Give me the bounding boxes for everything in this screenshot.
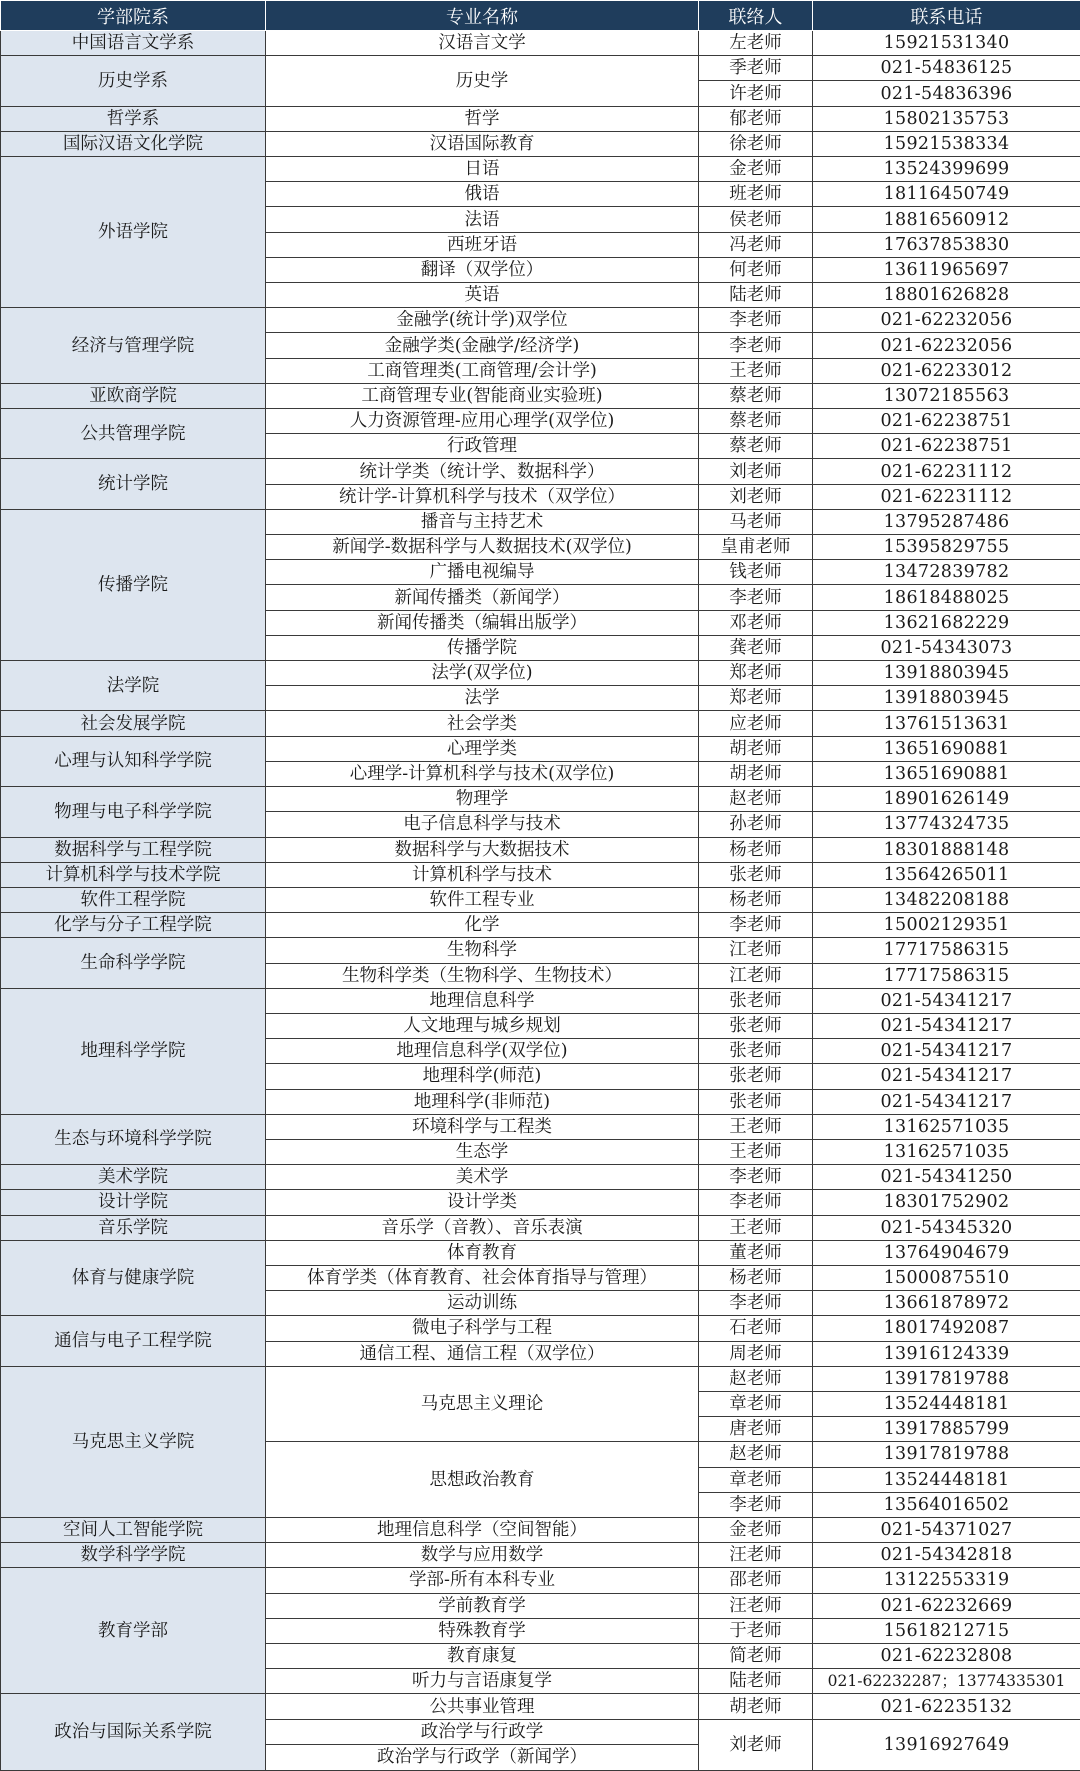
major-cell: 教育康复	[266, 1644, 699, 1669]
table-row	[1, 1165, 1080, 1190]
contact-cell: 邓老师	[699, 610, 813, 635]
table-row	[1, 1190, 1080, 1215]
contact-cell: 许老师	[699, 81, 813, 106]
major-cell: 美术学	[266, 1165, 699, 1190]
major-cell: 法学(双学位)	[266, 661, 699, 686]
contact-cell: 郑老师	[699, 661, 813, 686]
table-row	[1, 711, 1080, 736]
dept-cell: 统计学院	[1, 459, 266, 509]
contact-cell: 皇甫老师	[699, 535, 813, 560]
dept-cell: 生命科学学院	[1, 938, 266, 988]
major-cell: 广播电视编导	[266, 560, 699, 585]
contact-cell: 石老师	[699, 1316, 813, 1341]
phone-cell: 13472839782	[813, 560, 1080, 585]
contact-cell: 刘老师	[699, 484, 813, 509]
major-cell: 地理科学(师范)	[266, 1064, 699, 1089]
major-cell: 金融学类(金融学/经济学)	[266, 333, 699, 358]
contact-cell: 赵老师	[699, 1366, 813, 1391]
phone-cell: 021-54345320	[813, 1215, 1080, 1240]
contact-cell: 李老师	[699, 1165, 813, 1190]
phone-cell: 13918803945	[813, 686, 1080, 711]
phone-cell: 18618488025	[813, 585, 1080, 610]
table-row	[1, 913, 1080, 938]
dept-cell: 空间人工智能学院	[1, 1517, 266, 1542]
contact-cell: 徐老师	[699, 131, 813, 156]
table-row	[1, 383, 1080, 408]
major-cell: 数据科学与大数据技术	[266, 837, 699, 862]
phone-cell: 021-54371027	[813, 1517, 1080, 1542]
contact-cell: 唐老师	[699, 1417, 813, 1442]
major-cell: 心理学类	[266, 736, 699, 761]
dept-cell: 经济与管理学院	[1, 308, 266, 384]
phone-cell: 021-62232669	[813, 1593, 1080, 1618]
phone-cell: 13795287486	[813, 509, 1080, 534]
table-row	[1, 988, 1080, 1013]
phone-cell: 13524448181	[813, 1467, 1080, 1492]
dept-cell: 设计学院	[1, 1190, 266, 1215]
phone-cell: 13564265011	[813, 862, 1080, 887]
dept-cell: 亚欧商学院	[1, 383, 266, 408]
major-cell: 统计学类（统计学、数据科学）	[266, 459, 699, 484]
phone-cell: 13524448181	[813, 1391, 1080, 1416]
major-cell: 西班牙语	[266, 232, 699, 257]
contact-cell: 张老师	[699, 988, 813, 1013]
phone-cell: 13916124339	[813, 1341, 1080, 1366]
phone-cell: 15921531340	[813, 31, 1080, 56]
phone-cell: 021-62232287；13774335301	[813, 1669, 1080, 1694]
phone-cell: 13917819788	[813, 1366, 1080, 1391]
major-cell: 学部-所有本科专业	[266, 1568, 699, 1593]
header-dept: 学部院系	[1, 1, 266, 31]
contact-cell: 侯老师	[699, 207, 813, 232]
contact-cell: 江老师	[699, 938, 813, 963]
major-cell: 电子信息科学与技术	[266, 812, 699, 837]
dept-cell: 体育与健康学院	[1, 1240, 266, 1316]
contact-cell: 蔡老师	[699, 383, 813, 408]
dept-cell: 地理科学学院	[1, 988, 266, 1114]
dept-cell: 法学院	[1, 661, 266, 711]
phone-cell: 18801626828	[813, 283, 1080, 308]
phone-cell: 021-54341217	[813, 1013, 1080, 1038]
contact-cell: 张老师	[699, 1013, 813, 1038]
major-cell: 软件工程专业	[266, 887, 699, 912]
contact-cell: 孙老师	[699, 812, 813, 837]
contact-cell: 杨老师	[699, 1265, 813, 1290]
major-cell: 工商管理类(工商管理/会计学)	[266, 358, 699, 383]
phone-cell: 021-62232056	[813, 333, 1080, 358]
phone-cell: 13651690881	[813, 761, 1080, 786]
table-row	[1, 1240, 1080, 1265]
phone-cell: 021-54342818	[813, 1543, 1080, 1568]
phone-cell: 13122553319	[813, 1568, 1080, 1593]
major-cell: 体育学类（体育教育、社会体育指导与管理）	[266, 1265, 699, 1290]
contact-cell: 金老师	[699, 157, 813, 182]
dept-cell: 国际汉语文化学院	[1, 131, 266, 156]
table-row	[1, 157, 1080, 182]
contact-cell: 班老师	[699, 182, 813, 207]
major-cell: 新闻传播类（新闻学）	[266, 585, 699, 610]
table-row	[1, 106, 1080, 131]
contact-cell: 张老师	[699, 1089, 813, 1114]
table-row	[1, 56, 1080, 81]
contact-cell: 章老师	[699, 1467, 813, 1492]
header-row	[1, 1, 1080, 31]
dept-cell: 数学科学学院	[1, 1543, 266, 1568]
phone-cell: 021-54341217	[813, 1039, 1080, 1064]
contact-cell: 刘老师	[699, 459, 813, 484]
phone-cell: 18017492087	[813, 1316, 1080, 1341]
major-cell: 法学	[266, 686, 699, 711]
contact-cell: 王老师	[699, 1139, 813, 1164]
phone-cell: 13162571035	[813, 1139, 1080, 1164]
major-cell: 人文地理与城乡规划	[266, 1013, 699, 1038]
contact-cell: 李老师	[699, 333, 813, 358]
major-cell: 心理学-计算机科学与技术(双学位)	[266, 761, 699, 786]
table-row	[1, 1568, 1080, 1593]
table-row	[1, 887, 1080, 912]
major-cell: 数学与应用数学	[266, 1543, 699, 1568]
major-cell: 通信工程、通信工程（双学位）	[266, 1341, 699, 1366]
major-cell: 汉语国际教育	[266, 131, 699, 156]
major-cell: 人力资源管理-应用心理学(双学位)	[266, 409, 699, 434]
major-cell: 哲学	[266, 106, 699, 131]
contact-cell: 简老师	[699, 1644, 813, 1669]
major-cell: 学前教育学	[266, 1593, 699, 1618]
phone-cell: 13916927649	[813, 1719, 1080, 1770]
phone-cell: 15395829755	[813, 535, 1080, 560]
phone-cell: 021-62233012	[813, 358, 1080, 383]
dept-cell: 物理与电子科学学院	[1, 787, 266, 837]
contact-cell: 周老师	[699, 1341, 813, 1366]
contact-cell: 董老师	[699, 1240, 813, 1265]
dept-cell: 马克思主义学院	[1, 1366, 266, 1517]
contact-cell: 何老师	[699, 257, 813, 282]
dept-cell: 公共管理学院	[1, 409, 266, 459]
phone-cell: 13918803945	[813, 661, 1080, 686]
phone-cell: 021-54341250	[813, 1165, 1080, 1190]
major-cell: 物理学	[266, 787, 699, 812]
table-row	[1, 1694, 1080, 1719]
contact-cell: 赵老师	[699, 1442, 813, 1467]
dept-cell: 哲学系	[1, 106, 266, 131]
phone-cell: 021-62235132	[813, 1694, 1080, 1719]
phone-cell: 13764904679	[813, 1240, 1080, 1265]
major-cell: 环境科学与工程类	[266, 1114, 699, 1139]
dept-cell: 心理与认知科学学院	[1, 736, 266, 786]
phone-cell: 18901626149	[813, 787, 1080, 812]
dept-cell: 计算机科学与技术学院	[1, 862, 266, 887]
phone-cell: 021-54341217	[813, 1064, 1080, 1089]
major-cell: 生物科学类（生物科学、生物技术）	[266, 963, 699, 988]
contact-cell: 胡老师	[699, 736, 813, 761]
dept-cell: 生态与环境科学学院	[1, 1114, 266, 1164]
major-cell: 英语	[266, 283, 699, 308]
major-cell: 社会学类	[266, 711, 699, 736]
dept-cell: 美术学院	[1, 1165, 266, 1190]
phone-cell: 17637853830	[813, 232, 1080, 257]
major-cell: 微电子科学与工程	[266, 1316, 699, 1341]
major-cell: 体育教育	[266, 1240, 699, 1265]
major-cell: 设计学类	[266, 1190, 699, 1215]
dept-cell: 化学与分子工程学院	[1, 913, 266, 938]
contact-cell: 冯老师	[699, 232, 813, 257]
dept-cell: 政治与国际关系学院	[1, 1694, 266, 1771]
contact-cell: 邵老师	[699, 1568, 813, 1593]
phone-cell: 021-54341217	[813, 988, 1080, 1013]
contact-cell: 李老师	[699, 1291, 813, 1316]
phone-cell: 13774324735	[813, 812, 1080, 837]
table-row	[1, 131, 1080, 156]
contact-cell: 李老师	[699, 585, 813, 610]
dept-cell: 音乐学院	[1, 1215, 266, 1240]
contact-cell: 汪老师	[699, 1593, 813, 1618]
major-cell: 日语	[266, 157, 699, 182]
table-row	[1, 1366, 1080, 1391]
phone-cell: 18301888148	[813, 837, 1080, 862]
table-row	[1, 1517, 1080, 1542]
major-cell: 计算机科学与技术	[266, 862, 699, 887]
dept-cell: 历史学系	[1, 56, 266, 106]
major-cell: 公共事业管理	[266, 1694, 699, 1719]
contact-cell: 江老师	[699, 963, 813, 988]
table-row	[1, 31, 1080, 56]
major-cell: 生物科学	[266, 938, 699, 963]
major-cell: 工商管理专业(智能商业实验班)	[266, 383, 699, 408]
contact-cell: 刘老师	[699, 1719, 813, 1770]
header-contact: 联络人	[699, 1, 813, 31]
dept-cell: 传播学院	[1, 509, 266, 660]
contact-cell: 蔡老师	[699, 434, 813, 459]
table-row	[1, 409, 1080, 434]
major-cell: 政治学与行政学	[266, 1719, 699, 1744]
dept-cell: 通信与电子工程学院	[1, 1316, 266, 1366]
phone-cell: 13524399699	[813, 157, 1080, 182]
contact-cell: 张老师	[699, 1064, 813, 1089]
contact-cell: 郁老师	[699, 106, 813, 131]
phone-cell: 13564016502	[813, 1492, 1080, 1517]
dept-cell: 外语学院	[1, 157, 266, 308]
table-row	[1, 837, 1080, 862]
dept-cell: 中国语言文学系	[1, 31, 266, 56]
contact-cell: 汪老师	[699, 1543, 813, 1568]
contact-cell: 应老师	[699, 711, 813, 736]
contact-cell: 李老师	[699, 1190, 813, 1215]
contact-cell: 李老师	[699, 308, 813, 333]
phone-cell: 15921538334	[813, 131, 1080, 156]
phone-cell: 021-62232056	[813, 308, 1080, 333]
phone-cell: 13482208188	[813, 887, 1080, 912]
dept-cell: 软件工程学院	[1, 887, 266, 912]
contact-cell: 王老师	[699, 1114, 813, 1139]
phone-cell: 13072185563	[813, 383, 1080, 408]
contact-cell: 钱老师	[699, 560, 813, 585]
major-cell: 历史学	[266, 56, 699, 106]
major-cell: 行政管理	[266, 434, 699, 459]
phone-cell: 021-62238751	[813, 434, 1080, 459]
phone-cell: 13917819788	[813, 1442, 1080, 1467]
dept-cell: 教育学部	[1, 1568, 266, 1694]
dept-cell: 数据科学与工程学院	[1, 837, 266, 862]
table-row	[1, 661, 1080, 686]
phone-cell: 17717586315	[813, 963, 1080, 988]
contact-cell: 李老师	[699, 1492, 813, 1517]
major-cell: 地理信息科学	[266, 988, 699, 1013]
major-cell: 地理信息科学(双学位)	[266, 1039, 699, 1064]
dept-cell: 社会发展学院	[1, 711, 266, 736]
contact-cell: 李老师	[699, 913, 813, 938]
contact-cell: 陆老师	[699, 1669, 813, 1694]
contact-cell: 马老师	[699, 509, 813, 534]
table-row	[1, 509, 1080, 534]
phone-cell: 021-54343073	[813, 635, 1080, 660]
phone-cell: 18301752902	[813, 1190, 1080, 1215]
table-row	[1, 862, 1080, 887]
phone-cell: 13917885799	[813, 1417, 1080, 1442]
contact-cell: 金老师	[699, 1517, 813, 1542]
phone-cell: 13661878972	[813, 1291, 1080, 1316]
contact-cell: 季老师	[699, 56, 813, 81]
table-row	[1, 1543, 1080, 1568]
contact-cell: 左老师	[699, 31, 813, 56]
major-cell: 传播学院	[266, 635, 699, 660]
contact-cell: 龚老师	[699, 635, 813, 660]
table-body	[1, 31, 1080, 1771]
contact-cell: 杨老师	[699, 837, 813, 862]
major-cell: 汉语言文学	[266, 31, 699, 56]
major-cell: 生态学	[266, 1139, 699, 1164]
table-row	[1, 1316, 1080, 1341]
major-cell: 法语	[266, 207, 699, 232]
phone-cell: 13621682229	[813, 610, 1080, 635]
header-phone: 联系电话	[813, 1, 1080, 31]
table-row	[1, 1215, 1080, 1240]
contact-cell: 胡老师	[699, 761, 813, 786]
table-row	[1, 736, 1080, 761]
major-cell: 地理科学(非师范)	[266, 1089, 699, 1114]
contact-cell: 章老师	[699, 1391, 813, 1416]
contact-cell: 赵老师	[699, 787, 813, 812]
phone-cell: 021-54341217	[813, 1089, 1080, 1114]
header-major: 专业名称	[266, 1, 699, 31]
major-cell: 思想政治教育	[266, 1442, 699, 1518]
major-cell: 统计学-计算机科学与技术（双学位）	[266, 484, 699, 509]
contact-cell: 郑老师	[699, 686, 813, 711]
phone-cell: 13651690881	[813, 736, 1080, 761]
major-cell: 播音与主持艺术	[266, 509, 699, 534]
contact-cell: 张老师	[699, 862, 813, 887]
contact-cell: 胡老师	[699, 1694, 813, 1719]
major-cell: 音乐学（音教）、音乐表演	[266, 1215, 699, 1240]
contact-cell: 王老师	[699, 358, 813, 383]
table-row	[1, 1114, 1080, 1139]
table-row	[1, 938, 1080, 963]
phone-cell: 15000875510	[813, 1265, 1080, 1290]
major-cell: 运动训练	[266, 1291, 699, 1316]
contact-cell: 王老师	[699, 1215, 813, 1240]
phone-cell: 18816560912	[813, 207, 1080, 232]
phone-cell: 15002129351	[813, 913, 1080, 938]
phone-cell: 18116450749	[813, 182, 1080, 207]
major-cell: 俄语	[266, 182, 699, 207]
phone-cell: 17717586315	[813, 938, 1080, 963]
phone-cell: 021-62231112	[813, 484, 1080, 509]
phone-cell: 13162571035	[813, 1114, 1080, 1139]
phone-cell: 021-54836125	[813, 56, 1080, 81]
major-cell: 新闻学-数据科学与人数据技术(双学位)	[266, 535, 699, 560]
contact-cell: 张老师	[699, 1039, 813, 1064]
major-cell: 翻译（双学位）	[266, 257, 699, 282]
contact-cell: 杨老师	[699, 887, 813, 912]
major-cell: 化学	[266, 913, 699, 938]
phone-cell: 021-54836396	[813, 81, 1080, 106]
major-cell: 地理信息科学（空间智能）	[266, 1517, 699, 1542]
phone-cell: 15618212715	[813, 1618, 1080, 1643]
contact-cell: 于老师	[699, 1618, 813, 1643]
table-row	[1, 308, 1080, 333]
phone-cell: 13611965697	[813, 257, 1080, 282]
phone-cell: 021-62232808	[813, 1644, 1080, 1669]
phone-cell: 15802135753	[813, 106, 1080, 131]
table-row	[1, 787, 1080, 812]
phone-cell: 13761513631	[813, 711, 1080, 736]
major-cell: 特殊教育学	[266, 1618, 699, 1643]
table-row	[1, 459, 1080, 484]
phone-cell: 021-62238751	[813, 409, 1080, 434]
contact-cell: 陆老师	[699, 283, 813, 308]
major-cell: 听力与言语康复学	[266, 1669, 699, 1694]
major-cell: 新闻传播类（编辑出版学）	[266, 610, 699, 635]
contact-cell: 蔡老师	[699, 409, 813, 434]
phone-cell: 021-62231112	[813, 459, 1080, 484]
major-cell: 政治学与行政学（新闻学）	[266, 1744, 699, 1770]
major-cell: 马克思主义理论	[266, 1366, 699, 1442]
major-cell: 金融学(统计学)双学位	[266, 308, 699, 333]
